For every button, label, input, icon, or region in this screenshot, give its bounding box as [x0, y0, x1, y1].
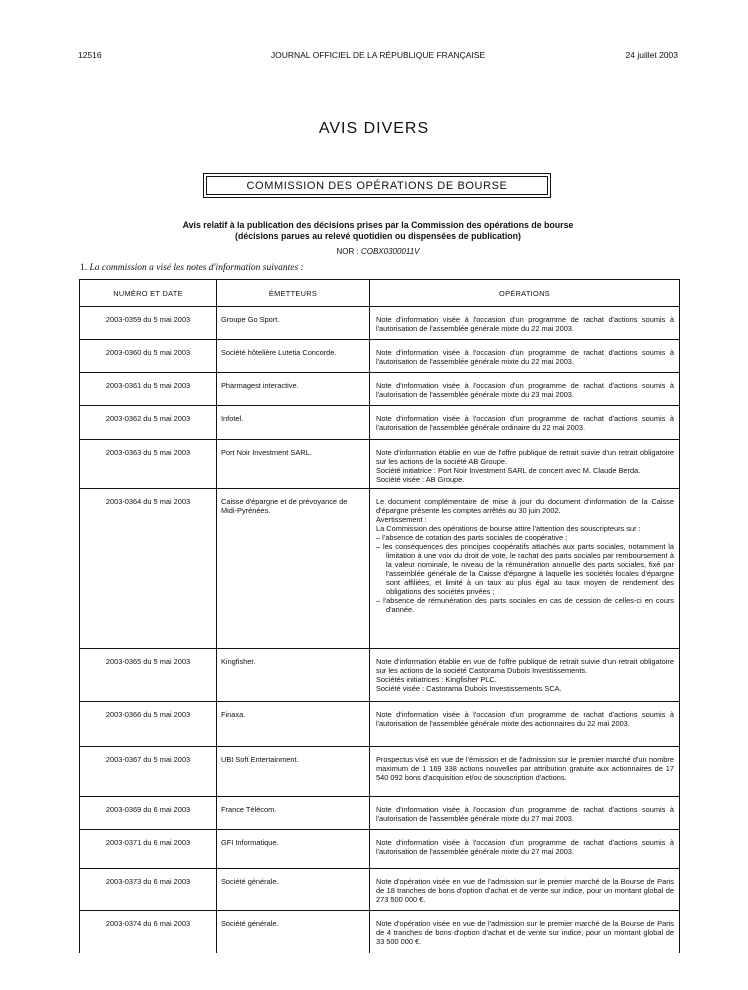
- table-row: [80, 649, 680, 702]
- intro-paragraph: [80, 263, 304, 273]
- cell-numero-date: 2003-0359 du 5 mai 2003: [80, 307, 217, 340]
- cell-numero-date: 2003-0367 du 5 mai 2003: [80, 747, 217, 797]
- table-row: [80, 340, 680, 373]
- operation-text: – l'absence de rémunération des parts sociales en cas de cession de celles-ci en cours d'année.: [376, 596, 674, 614]
- table-row: [80, 702, 680, 747]
- cell-operations: [370, 797, 680, 830]
- operation-text: Société visée : Castorama Dubois Investissements SCA.: [376, 684, 562, 693]
- cell-numero-date: 2003-0361 du 5 mai 2003: [80, 373, 217, 406]
- cell-emetteur: Caisse d'épargne et de prévoyance de Midi-Pyrénées.: [217, 489, 370, 649]
- intro-number: 1.: [80, 263, 88, 273]
- operation-text: Note d'information établie en vue de l'offre publique de retrait suivie d'un retrait obligatoire sur les actions de la société Castorama Dubois Investissements.: [376, 657, 674, 675]
- cell-operations: [370, 911, 680, 953]
- table-body: [80, 307, 680, 953]
- table-row: [80, 440, 680, 489]
- journal-title: JOURNAL OFFICIEL DE LA RÉPUBLIQUE FRANÇAISE: [270, 50, 486, 60]
- cell-numero-date: 2003-0366 du 5 mai 2003: [80, 702, 217, 747]
- header-numero-date: NUMÉRO ET DATE: [80, 280, 217, 307]
- cell-emetteur: UBI Soft Entertainment.: [217, 747, 370, 797]
- cell-emetteur: Finaxa.: [217, 702, 370, 747]
- operation-text: Note d'information établie en vue de l'offre publique de retrait suivie d'un retrait obligatoire sur les actions de la société AB Groupe.: [376, 448, 674, 466]
- table-row: [80, 797, 680, 830]
- table-row: [80, 911, 680, 953]
- avis-line-1: Avis relatif à la publication des décisions prises par la Commission des opérations de bourse: [182, 220, 574, 230]
- cell-operations: [370, 702, 680, 747]
- operation-text: Société initiatrice : Port Noir Investment SARL de concert avec M. Claude Berda.: [376, 466, 641, 475]
- table-row: [80, 830, 680, 869]
- operation-text: Note d'information visée à l'occasion d'un programme de rachat d'actions soumis à l'autorisation de l'assemblée générale mixte des actionnaires du 22 mai 2003.: [376, 710, 674, 728]
- cell-operations: [370, 307, 680, 340]
- operation-text: Prospectus visé en vue de l'émission et de l'admission sur le premier marché d'un nombre maximum de 1 169 338 actions nouvelles par attribution gratuite aux actionnaires de 17 540 092 bons d'acquisition et/ou de souscription d'actions.: [376, 755, 674, 782]
- cell-operations: [370, 869, 680, 911]
- table-row: [80, 406, 680, 440]
- commission-title: COMMISSION DES OPÉRATIONS DE BOURSE: [206, 176, 548, 195]
- nor-label: NOR :: [336, 247, 359, 256]
- operation-text: Note d'information visée à l'occasion d'un programme de rachat d'actions soumis à l'autorisation de l'assemblée générale mixte du 22 mai 2003.: [376, 348, 674, 366]
- operation-text: Note d'information visée à l'occasion d'un programme de rachat d'actions soumis à l'autorisation de l'assemblée générale mixte du 23 mai 2003.: [376, 381, 674, 399]
- cell-emetteur: France Télécom.: [217, 797, 370, 830]
- cell-operations: [370, 489, 680, 649]
- operation-text: – l'absence de cotation des parts sociales de coopérative ;: [376, 533, 568, 542]
- cell-emetteur: Kingfisher.: [217, 649, 370, 702]
- operation-text: Note d'information visée à l'occasion d'un programme de rachat d'actions soumis à l'autorisation de l'assemblée générale mixte du 27 mai 2003.: [376, 805, 674, 823]
- cell-numero-date: 2003-0364 du 5 mai 2003: [80, 489, 217, 649]
- cell-operations: [370, 747, 680, 797]
- cell-emetteur: Pharmagest interactive.: [217, 373, 370, 406]
- cell-numero-date: 2003-0363 du 5 mai 2003: [80, 440, 217, 489]
- cell-numero-date: 2003-0360 du 5 mai 2003: [80, 340, 217, 373]
- table-row: [80, 373, 680, 406]
- cell-emetteur: Société générale.: [217, 869, 370, 911]
- cell-operations: [370, 340, 680, 373]
- nor-reference: [78, 247, 678, 256]
- cell-numero-date: 2003-0365 du 5 mai 2003: [80, 649, 217, 702]
- operation-text: Note d'information visée à l'occasion d'un programme de rachat d'actions soumis à l'autorisation de l'assemblée générale ordinaire du 22 mai 2003.: [376, 414, 674, 432]
- table-row: [80, 489, 680, 649]
- operation-text: Note d'information visée à l'occasion d'un programme de rachat d'actions soumis à l'autorisation de l'assemblée générale mixte du 22 mai 2003.: [376, 315, 674, 333]
- operation-text: Le document complémentaire de mise à jour du document d'information de la Caisse d'épargne présente les comptes arrêtés au 30 juin 2002.: [376, 497, 674, 515]
- avis-line-2: (décisions parues au relevé quotidien ou dispensées de publication): [235, 231, 521, 241]
- cell-numero-date: 2003-0362 du 5 mai 2003: [80, 406, 217, 440]
- cell-numero-date: 2003-0371 du 6 mai 2003: [80, 830, 217, 869]
- cell-operations: [370, 649, 680, 702]
- cell-emetteur: GFI Informatique.: [217, 830, 370, 869]
- operation-text: Avertissement :: [376, 515, 427, 524]
- cell-operations: [370, 440, 680, 489]
- cell-emetteur: Groupe Go Sport.: [217, 307, 370, 340]
- cell-emetteur: Port Noir Investment SARL.: [217, 440, 370, 489]
- cell-numero-date: 2003-0373 du 6 mai 2003: [80, 869, 217, 911]
- cell-operations: [370, 830, 680, 869]
- avis-heading: [78, 220, 678, 242]
- nor-code: COBX0300011V: [360, 247, 420, 256]
- page-header: [78, 50, 678, 64]
- cell-emetteur: Société hôtelière Lutetia Concorde.: [217, 340, 370, 373]
- cell-operations: [370, 406, 680, 440]
- header-emetteurs: ÉMETTEURS: [217, 280, 370, 307]
- operation-text: Sociétés initiatrices : Kingfisher PLC.: [376, 675, 497, 684]
- section-title: AVIS DIVERS: [318, 120, 430, 137]
- issue-date: 24 juillet 2003: [625, 50, 678, 60]
- cell-numero-date: 2003-0369 du 6 mai 2003: [80, 797, 217, 830]
- table-row: [80, 869, 680, 911]
- operation-text: Note d'opération visée en vue de l'admission sur le premier marché de la Bourse de Paris de 4 tranches de bons d'option d'achat et de vente sur indice, pour un montant global de 33 500 000 €.: [376, 919, 674, 946]
- notes-table: [79, 279, 680, 953]
- table-row: [80, 747, 680, 797]
- page-number: 12516: [78, 50, 102, 60]
- operation-text: Note d'information visée à l'occasion d'un programme de rachat d'actions soumis à l'autorisation de l'assemblée générale mixte du 27 mai 2003.: [376, 838, 674, 856]
- cell-numero-date: 2003-0374 du 6 mai 2003: [80, 911, 217, 953]
- operation-text: Note d'opération visée en vue de l'admission sur le premier marché de la Bourse de Paris de 18 tranches de bons d'option d'achat et de vente sur indice, pour un montant global de 273 500 000 €.: [376, 877, 674, 904]
- cell-operations: [370, 373, 680, 406]
- cell-emetteur: Infotel.: [217, 406, 370, 440]
- operation-text: La Commission des opérations de bourse attire l'attention des souscripteurs sur :: [376, 524, 641, 533]
- operation-text: Société visée : AB Groupe.: [376, 475, 465, 484]
- table-header-row: [80, 280, 680, 307]
- header-operations: OPÉRATIONS: [370, 280, 680, 307]
- cell-emetteur: Société générale.: [217, 911, 370, 953]
- intro-text: La commission a visé les notes d'information suivantes :: [89, 263, 304, 273]
- operation-text: – les conséquences des principes coopératifs attachés aux parts sociales, notamment la limitation à une voix du droit de vote, le rachat des parts sociales par remboursement à la valeur nominale, le niveau de la rémunération annuelle des parts sociales, fixé par l'assemblée générale de la Caisse d'épargne à laquelle les sociétés locales d'épargne sont affiliées, et limité à un taux au plus égal au taux moyen de rendement des obligations des sociétés privées ;: [376, 542, 674, 596]
- commission-title-box: [203, 173, 551, 198]
- table-row: [80, 307, 680, 340]
